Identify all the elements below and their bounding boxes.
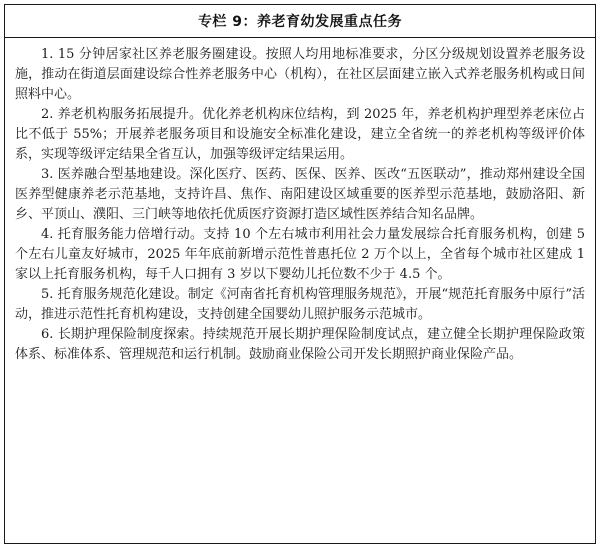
- task-box: [4, 4, 596, 544]
- task-paragraph-5: 5. 托育服务规范化建设。制定《河南省托育机构管理服务规范》，开展“规范托育服务中原行”活动，推进示范性托育机构建设，支持创建全国婴幼儿照护服务示范城市。: [15, 287, 585, 322]
- task-paragraph-3: 3. 医养融合型基地建设。深化医疗、医药、医保、医养、医改“五医联动”，推动郑州建设全国医养型健康养老示范基地，支持许昌、焦作、南阳建设区域重要的医养型示范基地，鼓励洛阳、新乡、平顶山、濮阳、三门峡等地依托优质医疗资源打造区域性医养结合知名品牌。: [15, 167, 585, 222]
- box-content: [5, 38, 595, 365]
- box-title: 专栏 9：养老育幼发展重点任务: [5, 5, 595, 38]
- task-paragraph-1: 1. 15 分钟居家社区养老服务圈建设。按照人均用地标准要求，分区分级规划设置养老服务设施，推动在街道层面建设综合性养老服务中心（机构），在社区层面建立嵌入式养老服务机构或日间照料中心。: [15, 47, 585, 102]
- task-paragraph-2: 2. 养老机构服务拓展提升。优化养老机构床位结构，到 2025 年，养老机构护理型养老床位占比不低于 55%；开展养老服务项目和设施安全标准化建设，建立全省统一的养老机构等级评价体系，实现等级评定结果全省互认，加强等级评定结果运用。: [15, 107, 585, 162]
- task-paragraph-4: 4. 托育服务能力倍增行动。支持 10 个左右城市利用社会力量发展综合托育服务机构，创建 5 个左右儿童友好城市，2025 年年底前新增示范性普惠托位 2 万个以上，全省每个城市社区建成 1 家以上托育服务机构，每千人口拥有 3 岁以下婴幼儿托位数不少于 4.5 个。: [15, 227, 585, 282]
- task-paragraph-6: 6. 长期护理保险制度探索。持续规范开展长期护理保险制度试点，建立健全长期护理保险政策体系、标准体系、管理规范和运行机制。鼓励商业保险公司开发长期照护商业保险产品。: [15, 327, 585, 362]
